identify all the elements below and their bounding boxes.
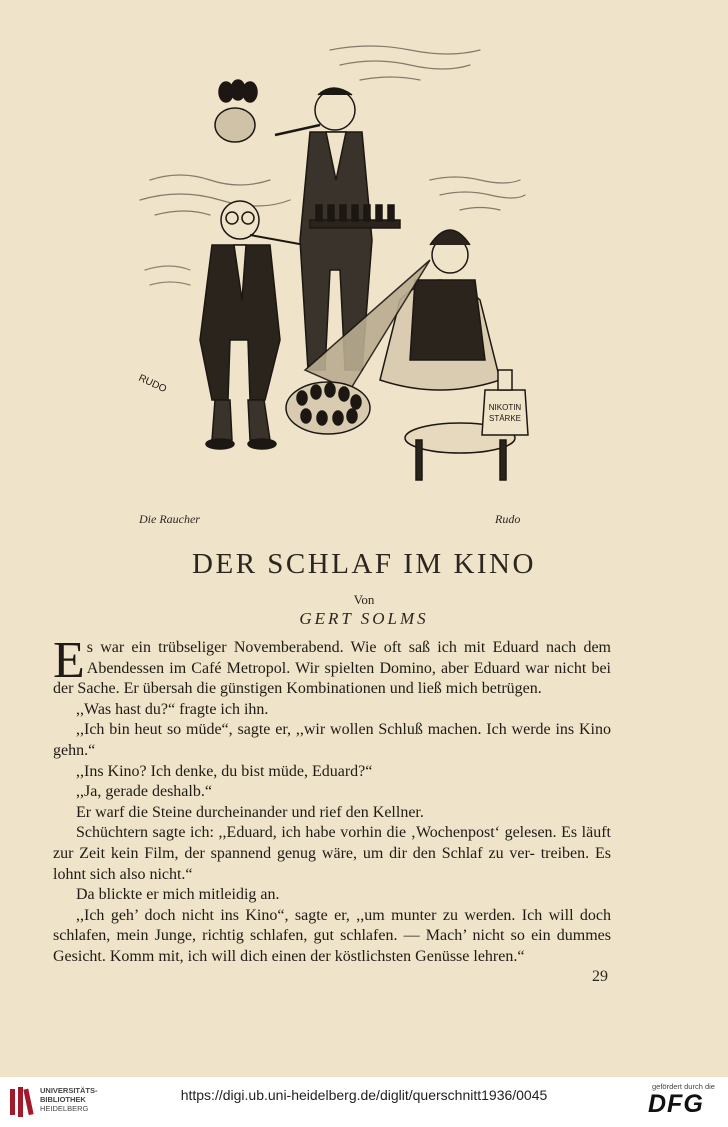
paragraph: ,,Ich geh’ doch nicht ins Kino“, sagte er, ,,um munter zu werden. Ich will doch schlafen, mein Junge, richtig schlafen, gut schlafen. — Mach’ nicht so ein dummes Gesicht. Komm mit, ich will dich einen der köstlichsten Genüsse lehren.“ [53, 906, 611, 965]
paragraph: ,,Ja, gerade deshalb.“ [76, 783, 212, 801]
page-number: 29 [592, 968, 608, 985]
artist-signature: RUDO [136, 372, 169, 396]
article-body [53, 632, 611, 968]
paragraph-first [53, 632, 611, 700]
footer-bar [0, 1077, 728, 1127]
article-author: GERT SOLMS [299, 609, 429, 628]
caption-artist: Rudo [495, 512, 521, 526]
paragraph: Da blickte er mich mitleidig an. [76, 886, 280, 904]
drop-cap: E [53, 632, 85, 689]
library-name-line: HEIDELBERG [40, 1104, 89, 1113]
paragraph: ,,Ich bin heut so müde“, sagte er, ,,wir wollen Schluß machen. Ich werde ins Kino gehn.“ [53, 721, 611, 759]
article-title: DER SCHLAF IM KINO [192, 548, 536, 580]
bottle-label-line1: NIKOTIN [488, 403, 522, 412]
bottle-label-line2: STÄRKE [488, 414, 522, 423]
byline-von: Von [353, 592, 375, 607]
smokers-cartoon-illustration [130, 40, 530, 510]
caption-title: Die Raucher [139, 512, 200, 526]
funded-by-text: gefördert durch die [652, 1082, 715, 1091]
paragraph: ,,Was hast du?“ fragte ich ihn. [76, 700, 269, 718]
paragraph: ,,Ins Kino? Ich denke, du bist müde, Eduard?“ [76, 762, 373, 780]
paragraph: Schüchtern sagte ich: ,,Eduard, ich habe vorhin die ‚Wochenpost‘ gelesen. Es läuft zur Zeit kein Film, der spannend genug wäre, um dir den Schlaf zu ver- treiben. Es lohnt sich also nicht.“ [53, 824, 611, 883]
paragraph: Er warf die Steine durcheinander und rief den Kellner. [76, 803, 424, 821]
library-name-line: BIBLIOTHEK [40, 1095, 86, 1104]
paragraph-first-text: s war ein trübseliger Novemberabend. Wie oft saß ich mit Eduard nach dem Abendessen im Café Metropol. Wir spielten Domino, aber Eduard war nicht bei der Sache. Er übersah die günstigen Kombinationen und ließ mich betrügen. [53, 639, 611, 698]
document-url-link[interactable]: https://digi.ub.uni-heidelberg.de/diglit/querschnitt1936/0045 [180, 1087, 548, 1103]
dfg-logo: DFG [648, 1090, 704, 1118]
library-name-line: UNIVERSITÄTS- [40, 1086, 98, 1095]
